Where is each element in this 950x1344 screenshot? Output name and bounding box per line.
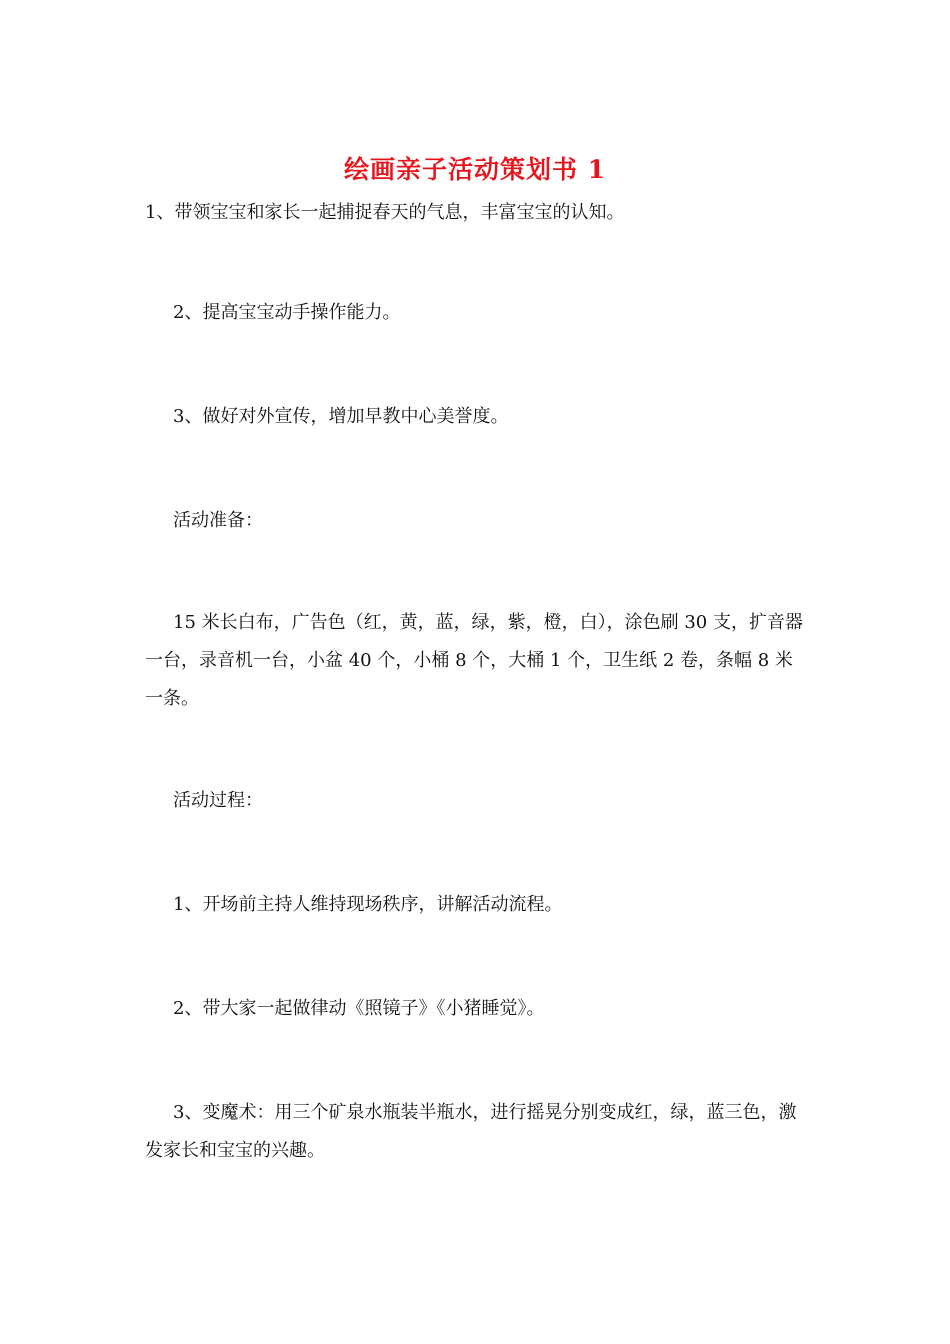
section-heading-preparation: 活动准备： <box>173 510 263 531</box>
paragraph-goal-3: 3、做好对外宣传，增加早教中心美誉度。 <box>173 406 509 427</box>
paragraph-step-1: 1、开场前主持人维持现场秩序，讲解活动流程。 <box>173 894 563 915</box>
paragraph-step-2: 2、带大家一起做律动《照镜子》《小猪睡觉》。 <box>173 998 545 1019</box>
paragraph-step-3: 3、变魔术：用三个矿泉水瓶装半瓶水，进行摇晃分别变成红，绿，蓝三色，激发家长和宝宝的兴趣。 <box>145 1102 797 1161</box>
paragraph-goal-1: 1、带领宝宝和家长一起捕捉春天的气息，丰富宝宝的认知。 <box>145 202 625 223</box>
paragraph-materials: 15 米长白布，广告色（红，黄，蓝，绿，紫，橙，白），涂色刷 30 支，扩音器一台，录音机一台，小盆 40 个，小桶 8 个，大桶 1 个，卫生纸 2 卷，条幅 8 米一条。 <box>145 612 803 709</box>
section-heading-process: 活动过程： <box>173 790 263 811</box>
document-title: 绘画亲子活动策划书 1 <box>343 155 607 184</box>
paragraph-goal-2: 2、提高宝宝动手操作能力。 <box>173 302 401 323</box>
